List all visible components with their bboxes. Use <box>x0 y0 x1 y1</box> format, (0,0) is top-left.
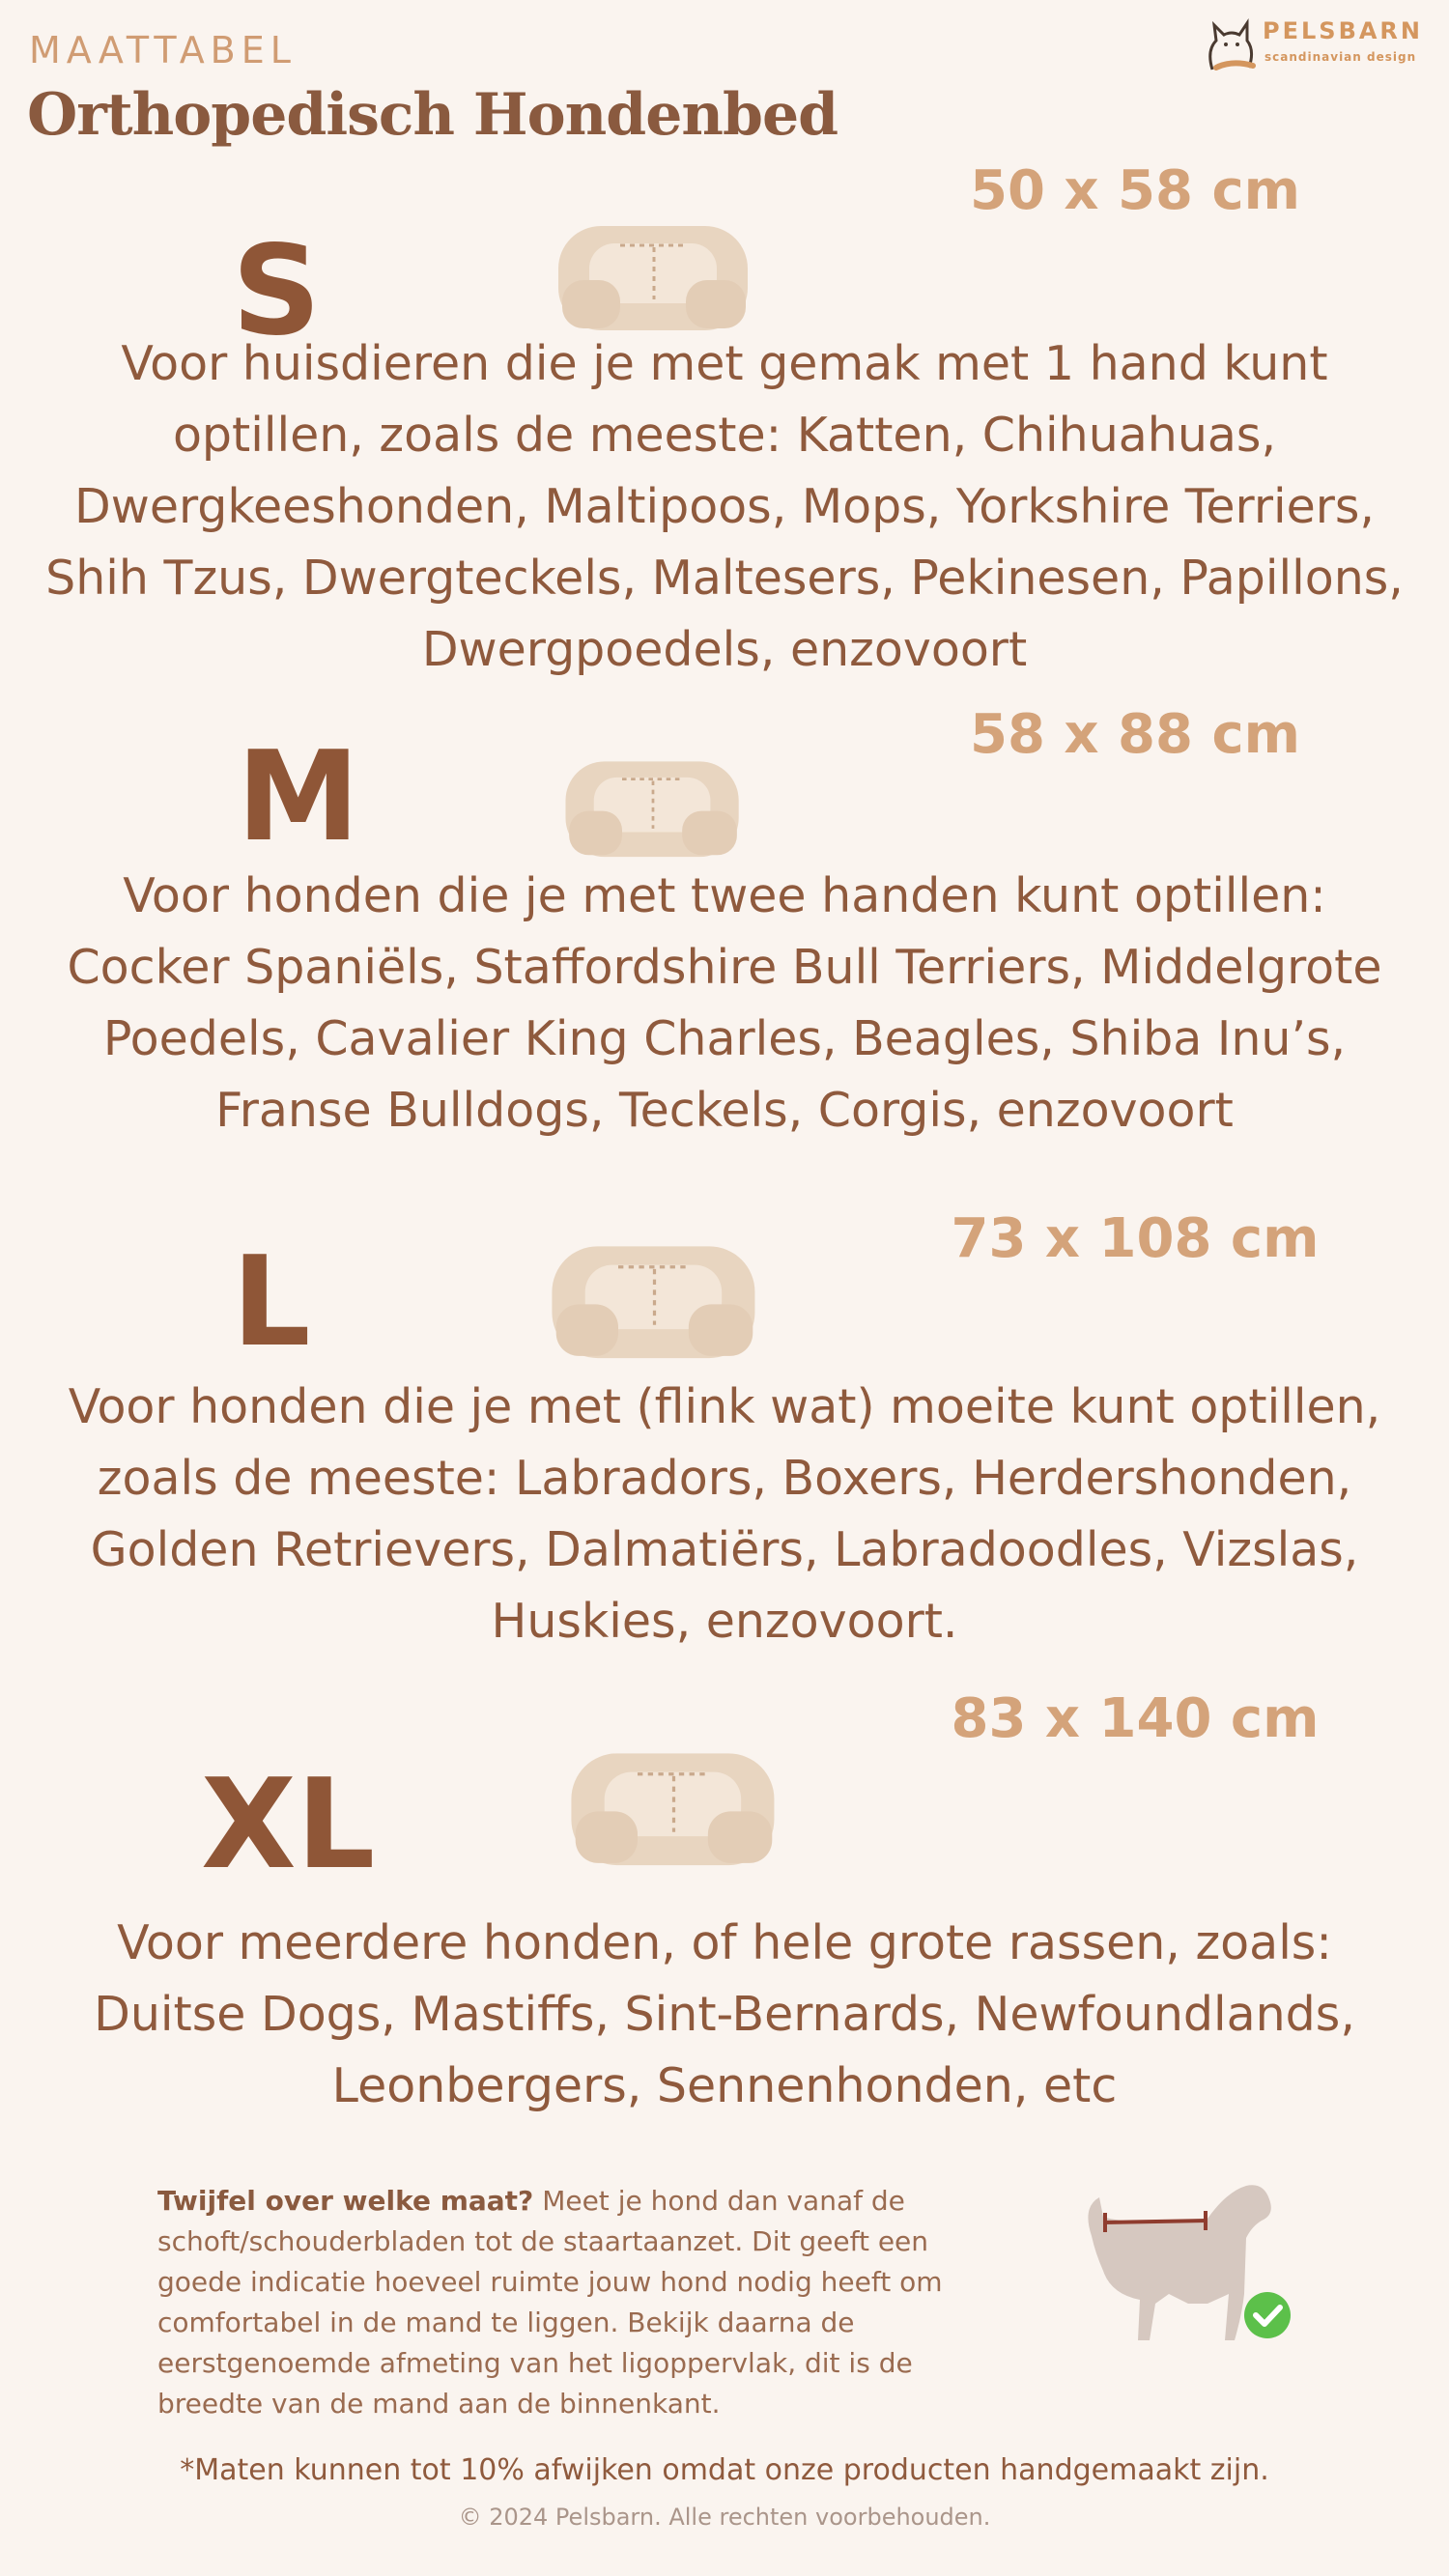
description-line: Cocker Spaniëls, Staffordshire Bull Terriers, Middelgrote <box>67 940 1382 995</box>
description-line: optillen, zoals de meeste: Katten, Chihuahuas, <box>172 408 1277 463</box>
description-line: Poedels, Cavalier King Charles, Beagles, Shiba Inu’s, <box>102 1011 1347 1066</box>
description-line: Shih Tzus, Dwergteckels, Maltesers, Pekinesen, Papillons, <box>45 551 1404 606</box>
logo-tagline: scandinavian design <box>1264 50 1417 64</box>
size-xl-description <box>0 1908 1449 2122</box>
description-line: Leonbergers, Sennenhonden, etc <box>331 2058 1118 2113</box>
dog-bed-icon <box>553 212 755 338</box>
tip-line: breedte van de mand aan de binnenkant. <box>157 2388 721 2420</box>
dog-bed-icon <box>560 749 746 864</box>
page-title: Orthopedisch Hondenbed <box>27 81 838 149</box>
tip-line: eerstgenoemde afmeting van het ligoppervlak, dit is de <box>157 2347 913 2379</box>
description-line: Voor meerdere honden, of hele grote rassen, zoals: <box>117 1915 1332 1970</box>
checkmark-icon <box>1244 2292 1291 2338</box>
copyright: © 2024 Pelsbarn. Alle rechten voorbehouden. <box>458 2504 991 2531</box>
measuring-tip <box>157 2181 988 2424</box>
size-m-letter: M <box>237 725 360 869</box>
size-xl-letter: XL <box>201 1753 376 1897</box>
dog-bed-icon <box>546 1231 763 1367</box>
dog-bed-icon <box>565 1739 782 1874</box>
description-line: Dwergpoedels, enzovoort <box>421 622 1028 677</box>
logo-name: PELSBARN <box>1263 17 1423 44</box>
size-s-description <box>0 328 1449 686</box>
dog-silhouette-icon <box>1088 2185 1270 2340</box>
size-m-description <box>0 861 1449 1146</box>
size-s-dimensions: 50 x 58 cm <box>969 159 1300 222</box>
tip-line: schoft/schouderbladen tot de staartaanzet. Dit geeft een <box>157 2225 929 2257</box>
description-line: Voor honden die je met (flink wat) moeite kunt optillen, <box>68 1379 1381 1434</box>
tip-heading: Twijfel over welke maat? <box>157 2185 534 2217</box>
cat-logo-icon <box>1203 12 1261 75</box>
size-xl-dimensions: 83 x 140 cm <box>951 1687 1320 1750</box>
dog-measure-illustration <box>1063 2178 1304 2362</box>
eyebrow-label: MAATTABEL <box>29 29 297 71</box>
brand-logo[interactable] <box>1203 12 1435 79</box>
tip-line: comfortabel in de mand te liggen. Bekijk daarna de <box>157 2307 855 2338</box>
size-l-dimensions: 73 x 108 cm <box>951 1207 1320 1270</box>
size-m-dimensions: 58 x 88 cm <box>969 703 1300 766</box>
description-line: Duitse Dogs, Mastiffs, Sint-Bernards, Newfoundlands, <box>94 1987 1355 2042</box>
description-line: Golden Retrievers, Dalmatiërs, Labradoodles, Vizslas, <box>90 1522 1359 1577</box>
description-line: Dwergkeeshonden, Maltipoos, Mops, Yorkshire Terriers, <box>74 479 1375 534</box>
description-line: Voor honden die je met twee handen kunt optillen: <box>123 868 1326 923</box>
size-s-letter: S <box>232 219 322 363</box>
size-l-description <box>0 1372 1449 1657</box>
size-deviation-note: *Maten kunnen tot 10% afwijken omdat onze producten handgemaakt zijn. <box>180 2453 1269 2487</box>
tip-line: Meet je hond dan vanaf de <box>533 2185 905 2217</box>
description-line: Voor huisdieren die je met gemak met 1 hand kunt <box>121 336 1328 391</box>
description-line: zoals de meeste: Labradors, Boxers, Herdershonden, <box>97 1451 1352 1506</box>
description-line: Huskies, enzovoort. <box>491 1594 958 1649</box>
description-line: Franse Bulldogs, Teckels, Corgis, enzovoort <box>215 1083 1234 1138</box>
tip-line: goede indicatie hoeveel ruimte jouw hond nodig heeft om <box>157 2266 943 2298</box>
size-l-letter: L <box>232 1231 311 1374</box>
